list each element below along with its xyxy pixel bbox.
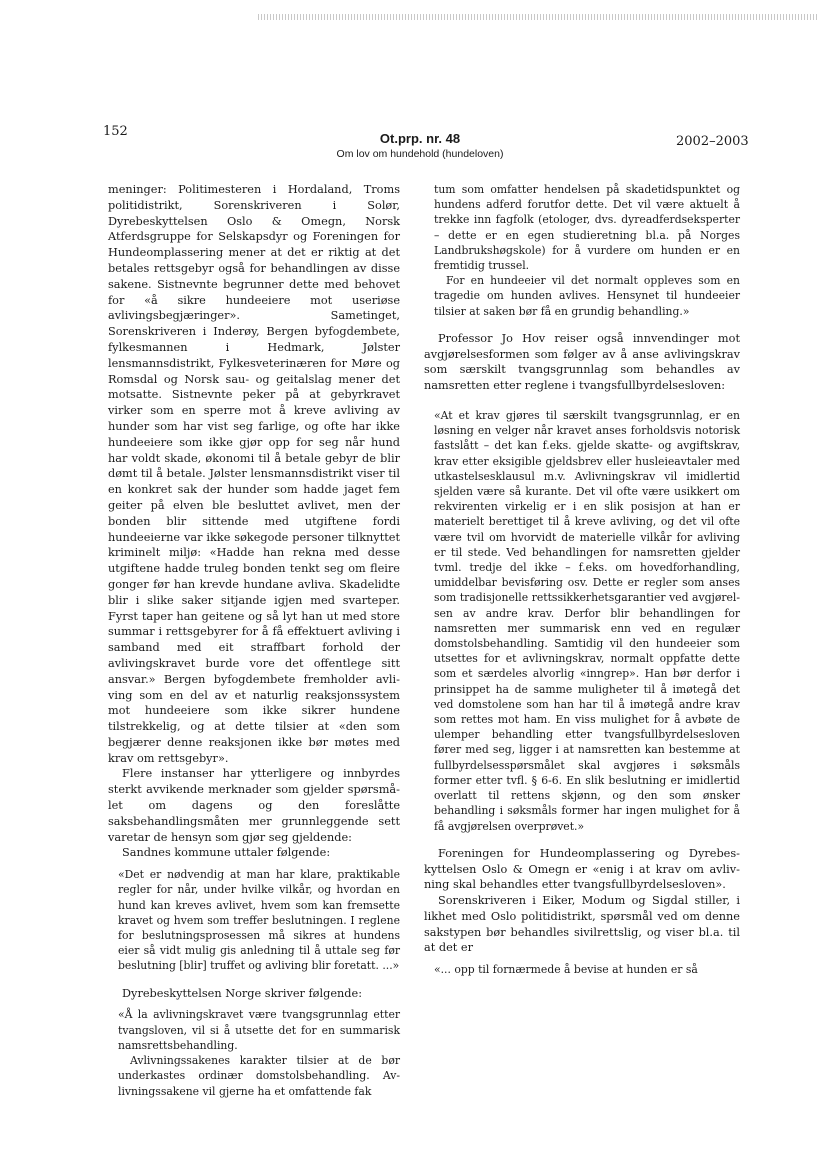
scan-edge-border bbox=[258, 14, 818, 20]
session-year: 2002–2003 bbox=[676, 134, 749, 149]
running-header bbox=[300, 131, 540, 160]
quote-sandnes bbox=[118, 867, 400, 973]
quote-text: tum som omfatter hendelsen på skadetidspunktet og hundens adferd forutfor dette. Det vil være aktuelt å trekke inn fagfolk (etologer, dvs. dyreadferdseksperter – dette er en egen studieretning bl.a. på Norges Landbrukshøgskole) for å vurdere om hunden er en fremtidig trussel. bbox=[434, 183, 740, 273]
quote-dyrebeskyttelsen bbox=[118, 1007, 400, 1098]
quote-text: «... opp til fornærmede å bevise at hunden er så bbox=[434, 963, 698, 977]
document-subtitle: Om lov om hundehold (hundeloven) bbox=[336, 148, 504, 160]
right-column bbox=[424, 182, 740, 977]
paragraph-sandnes-intro: Sandnes kommune uttaler følgende: bbox=[122, 846, 331, 860]
left-column bbox=[108, 182, 400, 1099]
quote-sorenskriveren bbox=[434, 962, 740, 977]
paragraph-further-remarks: Flere instanser har ytterligere og innbyrdes sterkt avvikende merknader som gjelder spørsmålet om dagens og den foreslåtte saksbehandlingsmåten mer grunnleggende sett varetar de hensyn som gjør seg gjeldende: bbox=[108, 767, 400, 844]
quote-text: Avlivningssakenes karakter tilsier at de bør underkastes ordinær domstolsbehandling. Avlivningssakene vil gjerne ha et omfattende fak bbox=[118, 1054, 400, 1098]
quote-dyrebeskyttelsen-cont bbox=[434, 182, 740, 319]
quote-text: «At et krav gjøres til særskilt tvangsgrunnlag, er en løsning en velger når kravet anses forholdsvis notorisk fastslått – det kan f.eks. gjelde skatte- og avgiftskrav, krav etter eksigible gjeldsbrev eller husleieavtaler med utkastelsesklausul m.v. Avlivningskrav vil imidlertid sjelden være så kurante. Det vil ofte være usikkert om rekvirenten virkelig er i en slik posisjon at han er materielt berettiget til å kreve avliving, og det vil ofte være tvil om hvorvidt de materielle vilkår for avliving er til stede. Ved behandlingen for namsretten gjelder tvml. tredje del ikke – f.eks. om hovedforhandling, umiddelbar bevisføring osv. Dette er regler som anses som tradisjonelle rettssikkerhetsgarantier ved avgjørelsen av andre krav. Derfor blir behandlingen for namsretten mer summarisk enn ved en regulær domstolsbehandling. Samtidig vil den hundeeier som utsettes for et avlivningskrav, normalt oppfatte dette som et særdeles alvorlig «inngrep». Han bør derfor i prinsippet ha de samme muligheter til å imøtegå det ved domstolene som han har til å imøtegå andre krav som rettes mot ham. En viss mulighet for å avbøte de ulemper behandling etter tvangsfullbyrdelsesloven fører med seg, ligger i at namsretten kan bestemme at fullbyrdelsesspørsmålet skal avgjøres i søksmåls former etter tvfl. § 6-6. En slik beslutning er imidlertid overlatt til rettens skjønn, og den som ønsker behandling i søksmåls former har ingen mulighet for å få avgjørelsen overprøvet.» bbox=[434, 409, 740, 833]
paragraph-professor-hov: Professor Jo Hov reiser også innvendinger mot avgjørelsesformen som følger av å anse avlivingskrav som særskilt tvangsgrunnlag som behandles av namsretten etter reglene i tvangsfullbyrdelsesloven: bbox=[424, 331, 740, 393]
quote-professor-hov bbox=[434, 408, 740, 834]
paragraph-sorenskriveren-eiker: Sorenskriveren i Eiker, Modum og Sigdal stiller, i likhet med Oslo politidistrikt, spørsmål ved om denne sakstypen bør behandles sivilrettslig, og viser bl.a. til at det er bbox=[424, 894, 740, 955]
document-title: Ot.prp. nr. 48 bbox=[379, 131, 461, 146]
quote-text: «Å la avlivningskravet være tvangsgrunnlag etter tvangsloven, vil si å utsette det for en summarisk namsrettsbehandling. bbox=[118, 1008, 400, 1052]
page-number: 152 bbox=[103, 124, 128, 139]
paragraph-consultation-views: meninger: Politimesteren i Hordaland, Troms politidistrikt, Sorenskriveren i Solør, Dyrebeskyttelsen Oslo & Omegn, Norsk Atferdsgruppe for Selskapsdyr og Foreningen for Hundeomplassering mener at det er riktig at det betales rettsgebyr også for behandlingen av disse sakene. Sistnevnte begrunner dette med behovet for «å sikre hundeeiere mot useriøse avlivingsbegjæringer». Sametinget, Sorenskriveren i Inderøy, Bergen byfogdembete, fylkesmannen i Hedmark, Jølster lensmannsdistrikt, Fylkesveterinæren for Møre og Romsdal og Norsk sau- og geitalslag mener det motsatte. Sistnevnte peker på at gebyrkravet virker som en sperre mot å kreve avliving av hunder som har vist seg farlige, og ofte har ikke hundeeiere som ikke gjør opp for seg når hund har voldt skade, økonomi til å betale gebyr de blir dømt til å betale. Jølster lensmannsdistrikt viser til en konkret sak der hunder som hadde jaget fem geiter på elven ble besluttet avlivet, men der bonden blir sittende med utgiftene fordi hundeeierne var ikke søkegode personer tilknyttet kriminelt miljø: «Hadde han rekna med desse utgiftene hadde truleg bonden tenkt seg om fleire gonger før han krevde hundane avliva. Skadelidte blir i slike saker sitjande igjen med svarteper. Fyrst taper han geitene og så lyt han ut med store summar i rettsgebyrer for å få effektuert avliving i samband med eit straffbart forhold der avlivingskravet burde vore det offentlege sitt ansvar.» Bergen byfogdembete fremholder avliving som en del av et naturlig reaksjonssystem mot hundeeiere som ikke sikrer hundene tilstrekkelig, og at dette tilsier at «den som begjærer denne reaksjonen ikke bør møtes med krav om rettsgebyr». bbox=[108, 183, 400, 765]
quote-text: «Det er nødvendig at man har klare, praktikable regler for når, under hvilke vilkår, og hvordan en hund kan kreves avlivet, hvem som kan fremsette kravet og hvem som treffer beslutningen. I reglene for beslutningsprosessen må sikres at hundens eier så vidt mulig gis anledning til å uttale seg før beslutning [blir] truffet og avliving blir foretatt. ...» bbox=[118, 868, 400, 973]
paragraph-foreningen: Foreningen for Hundeomplassering og Dyrebeskyttelsen Oslo & Omegn er «enig i at krav om avlivning skal behandles etter tvangsfullbyrdelsesloven». bbox=[424, 846, 740, 892]
paragraph-dyrebeskyttelsen-intro: Dyrebeskyttelsen Norge skriver følgende: bbox=[122, 986, 363, 1000]
quote-text: For en hundeeier vil det normalt oppleves som en tragedie om hunden avlives. Hensynet til hundeeier tilsier at saken bør få en grundig behandling.» bbox=[434, 274, 740, 318]
